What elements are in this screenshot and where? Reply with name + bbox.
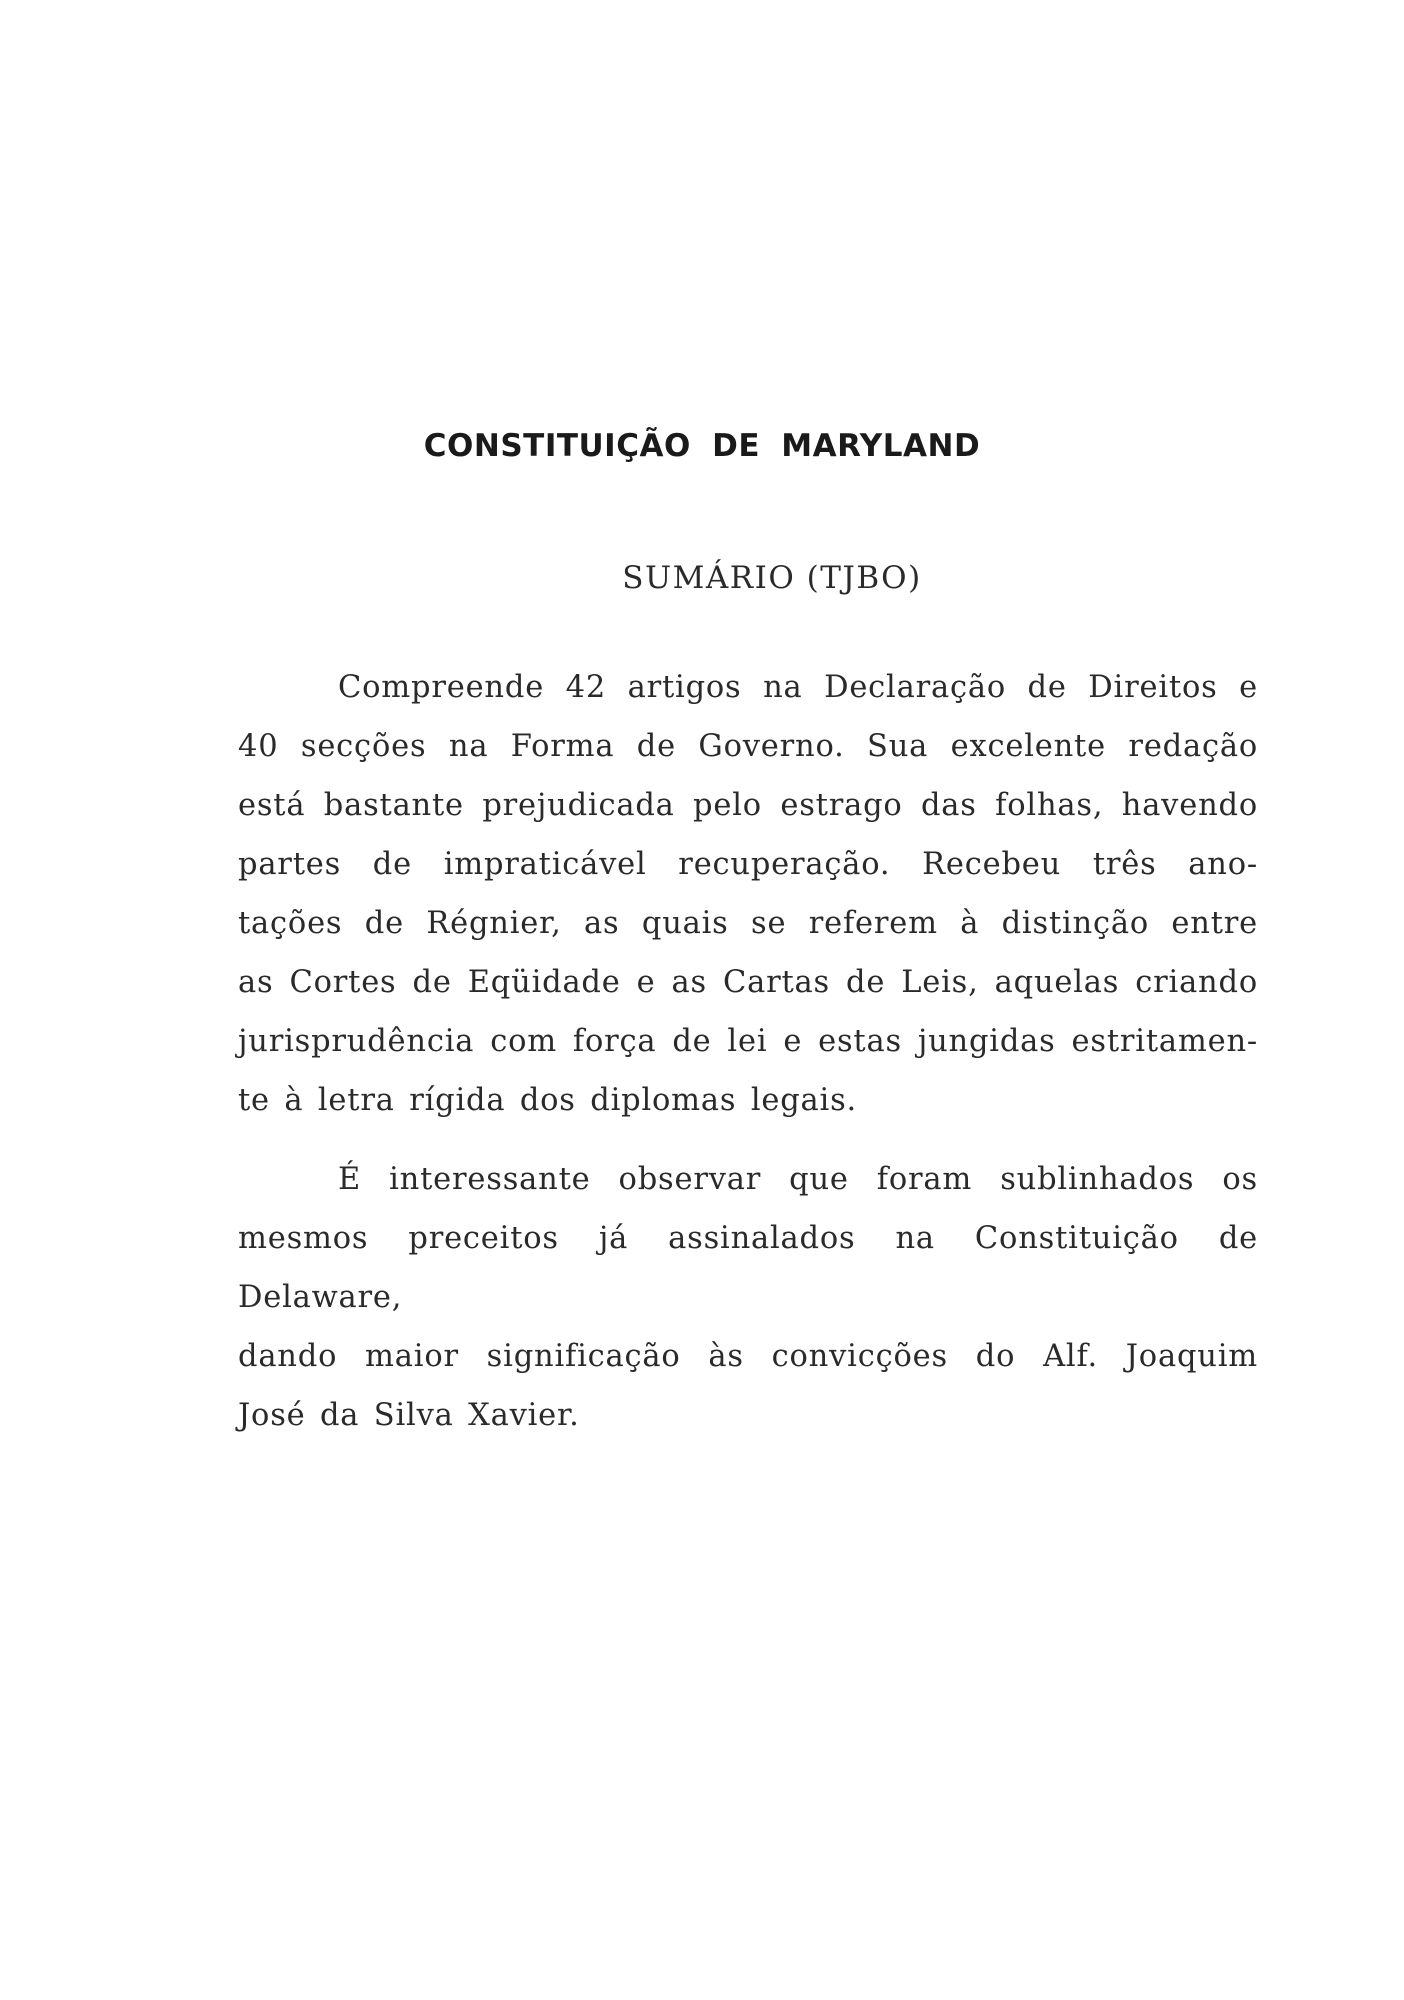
paragraph-2	[238, 1150, 1258, 1445]
paragraph-1-line: Compreende 42 artigos na Declaração de Direitos e	[338, 670, 1258, 705]
paragraph-2-line: É interessante observar que foram sublinhados os	[338, 1162, 1258, 1197]
paragraph-2-line: dando maior significação às convicções do Alf. Joaquim	[238, 1339, 1258, 1374]
paragraph-2-line: José da Silva Xavier.	[238, 1398, 580, 1433]
paragraph-1-line: partes de impraticável recuperação. Recebeu três ano-	[238, 847, 1258, 882]
paragraph-1-line: jurisprudência com força de lei e estas jungidas estritamen-	[238, 1024, 1258, 1059]
document-title: CONSTITUIÇÃO DE MARYLAND	[423, 428, 981, 464]
paragraph-1-line: tações de Régnier, as quais se referem à distinção entre	[238, 906, 1258, 941]
paragraph-1-line: está bastante prejudicada pelo estrago das folhas, havendo	[238, 788, 1258, 823]
paragraph-1-line: 40 secções na Forma de Governo. Sua excelente redação	[238, 729, 1258, 764]
paragraph-1-line: te à letra rígida dos diplomas legais.	[238, 1083, 858, 1118]
paragraph-1	[238, 658, 1258, 1130]
document-subtitle: SUMÁRIO (TJBO)	[622, 560, 922, 596]
paragraph-1-line: as Cortes de Eqüidade e as Cartas de Leis, aquelas criando	[238, 965, 1258, 1000]
paragraph-2-line: mesmos preceitos já assinalados na Constituição de Delaware,	[238, 1221, 1258, 1315]
